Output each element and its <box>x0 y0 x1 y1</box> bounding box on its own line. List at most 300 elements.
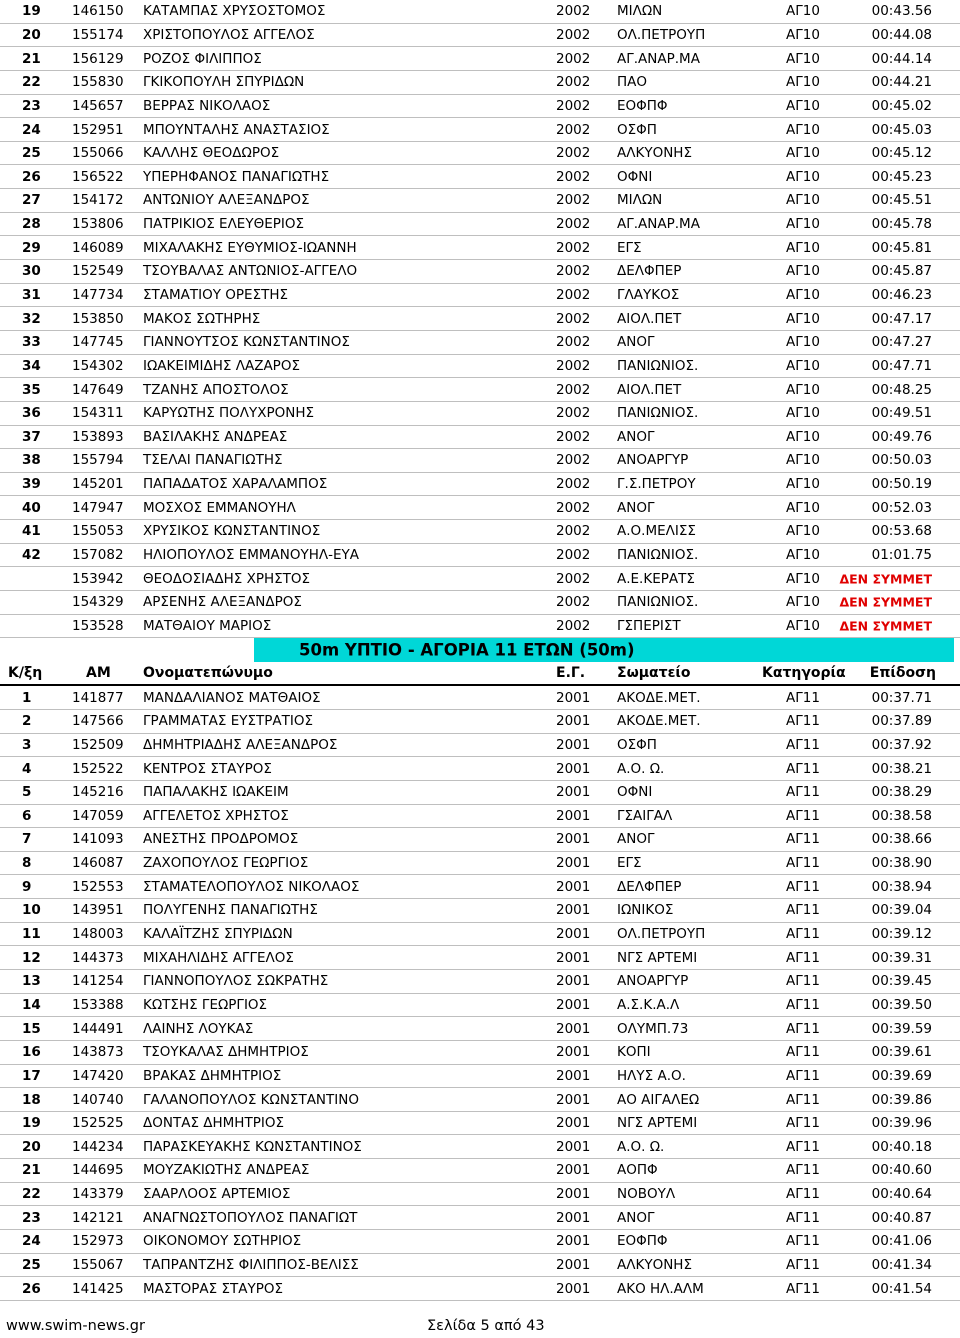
cell-name: ΠΑΤΡΙΚΙΟΣ ΕΛΕΥΘΕΡΙΟΣ <box>143 216 305 233</box>
cell-rank: 25 <box>22 1256 41 1273</box>
cell-am: 155794 <box>72 452 124 469</box>
cell-club: ΑΝΟΓ <box>617 831 655 848</box>
cell-am: 147745 <box>72 334 124 351</box>
cell-year: 2002 <box>556 263 591 280</box>
cell-time: 00:41.54 <box>871 1280 932 1297</box>
header-name: Ονοματεπώνυμο <box>143 665 273 682</box>
cell-category: ΑΓ11 <box>786 1280 820 1297</box>
cell-club: Α.Σ.Κ.Α.Λ <box>617 996 680 1013</box>
cell-rank: 19 <box>22 1115 41 1132</box>
table-row <box>0 496 960 520</box>
table-row <box>0 189 960 213</box>
cell-time: 00:38.94 <box>871 878 932 895</box>
cell-am: 142121 <box>72 1209 124 1226</box>
cell-name: ΜΟΣΧΟΣ ΕΜΜΑΝΟΥΗΛ <box>143 499 296 516</box>
cell-category: ΑΓ11 <box>786 831 820 848</box>
cell-name: ΓΑΛΑΝΟΠΟΥΛΟΣ ΚΩΝΣΤΑΝΤΙΝΟ <box>143 1091 359 1108</box>
cell-time: 00:40.60 <box>871 1162 932 1179</box>
cell-name: ΜΙΧΑΛΑΚΗΣ ΕΥΘΥΜΙΟΣ-ΙΩΑΝΝΗ <box>143 239 357 256</box>
table-row <box>0 994 960 1018</box>
cell-name: ΚΑΡΥΩΤΗΣ ΠΟΛΥΧΡΟΝΗΣ <box>143 405 315 422</box>
cell-rank: 25 <box>22 145 41 162</box>
cell-am: 146150 <box>72 3 124 20</box>
cell-name: ΔΟΝΤΑΣ ΔΗΜΗΤΡΙΟΣ <box>143 1115 284 1132</box>
cell-year: 2001 <box>556 1186 591 1203</box>
cell-club: ΑΚΟΔΕ.ΜΕΤ. <box>617 689 701 706</box>
cell-club: ΑΛΚΥΟΝΗΣ <box>617 1256 692 1273</box>
cell-year: 2001 <box>556 1044 591 1061</box>
cell-name: ΓΚΙΚΟΠΟΥΛΗ ΣΠΥΡΙΔΩΝ <box>143 74 305 91</box>
cell-time: 00:45.51 <box>871 192 932 209</box>
cell-am: 155067 <box>72 1256 124 1273</box>
cell-year: 2001 <box>556 1280 591 1297</box>
cell-category: ΑΓ11 <box>786 713 820 730</box>
cell-category: ΑΓ11 <box>786 1209 820 1226</box>
cell-year: 2001 <box>556 949 591 966</box>
cell-rank: 28 <box>22 216 41 233</box>
cell-rank: 26 <box>22 1280 41 1297</box>
cell-time: 00:43.56 <box>871 3 932 20</box>
cell-am: 147420 <box>72 1067 124 1084</box>
table-row <box>0 236 960 260</box>
event-title-row <box>0 638 960 662</box>
cell-club: ΟΦΝΙ <box>617 784 653 801</box>
cell-category: ΑΓ10 <box>786 287 820 303</box>
cell-name: ΒΕΡΡΑΣ ΝΙΚΟΛΑΟΣ <box>143 97 271 114</box>
cell-am: 146089 <box>72 239 124 256</box>
cell-name: ΒΑΣΙΛΑΚΗΣ ΑΝΔΡΕΑΣ <box>143 428 288 445</box>
cell-rank: 38 <box>22 452 41 469</box>
event-title: 50m ΥΠΤΙΟ - ΑΓΟΡΙΑ 11 ΕΤΩΝ (50m) <box>299 640 635 660</box>
cell-time: ΔΕΝ ΣΥΜΜΕΤ <box>839 594 932 610</box>
cell-rank: 23 <box>22 97 41 114</box>
cell-time: 00:39.61 <box>871 1044 932 1061</box>
cell-time: 00:45.02 <box>871 97 932 114</box>
cell-category: ΑΓ11 <box>786 996 820 1013</box>
cell-year: 2001 <box>556 1138 591 1155</box>
cell-year: 2002 <box>556 476 591 493</box>
cell-am: 152522 <box>72 760 124 777</box>
cell-time: 00:38.29 <box>871 784 932 801</box>
table-row <box>0 378 960 402</box>
cell-year: 2002 <box>556 381 591 398</box>
cell-rank: 7 <box>22 831 32 848</box>
cell-rank: 26 <box>22 168 41 185</box>
footer-page-number: Σελίδα 5 από 43 <box>427 1318 545 1334</box>
cell-time: 00:39.50 <box>871 996 932 1013</box>
cell-rank: 35 <box>22 381 41 398</box>
cell-am: 146087 <box>72 855 124 872</box>
cell-am: 144491 <box>72 1020 124 1037</box>
table-row <box>0 24 960 48</box>
cell-time: 00:37.92 <box>871 736 932 753</box>
cell-category: ΑΓ10 <box>786 310 820 327</box>
cell-club: ΕΟΦΠΦ <box>617 1233 668 1250</box>
cell-year: 2001 <box>556 1233 591 1250</box>
cell-rank: 41 <box>22 523 41 540</box>
cell-category: ΑΓ11 <box>786 926 820 943</box>
cell-name: ΜΑΚΟΣ ΣΩΤΗΡΗΣ <box>143 310 261 327</box>
cell-year: 2002 <box>556 239 591 256</box>
header-time: Επίδοση <box>869 665 936 682</box>
table-row <box>0 284 960 308</box>
cell-am: 153528 <box>72 617 124 634</box>
cell-club: ΑΟ ΑΙΓΑΛΕΩ <box>617 1091 700 1108</box>
cell-name: ΓΙΑΝΝΟΥΤΣΟΣ ΚΩΝΣΤΑΝΤΙΝΟΣ <box>143 334 350 351</box>
cell-category: ΑΓ10 <box>786 523 820 540</box>
cell-am: 155066 <box>72 145 124 162</box>
table-row <box>0 307 960 331</box>
cell-category: ΑΓ10 <box>786 499 820 516</box>
cell-rank: 30 <box>22 263 41 280</box>
cell-rank: 15 <box>22 1020 41 1037</box>
cell-am: 147947 <box>72 499 124 516</box>
table-row <box>0 260 960 284</box>
cell-club: ΙΩΝΙΚΟΣ <box>617 902 674 919</box>
cell-rank: 18 <box>22 1091 41 1108</box>
cell-club: ΜΙΛΩΝ <box>617 3 663 20</box>
cell-name: ΤΣΕΛΑΙ ΠΑΝΑΓΙΩΤΗΣ <box>143 452 283 469</box>
cell-time: 00:45.87 <box>871 263 932 280</box>
table-row <box>0 1112 960 1136</box>
header-am: ΑΜ <box>86 665 111 682</box>
cell-year: 2002 <box>556 570 591 587</box>
cell-club: ΟΣΦΠ <box>617 736 657 753</box>
cell-category: ΑΓ10 <box>786 357 820 374</box>
cell-club: ΕΟΦΠΦ <box>617 97 668 114</box>
cell-rank: 19 <box>22 3 41 20</box>
table-row <box>0 142 960 166</box>
previous-event-rows <box>0 0 960 638</box>
cell-club: ΑΝΟΓ <box>617 334 655 351</box>
cell-club: Α.Ο.ΜΕΛΙΣΣ <box>617 523 696 540</box>
cell-club: ΠΑΝΙΩΝΙΟΣ. <box>617 357 699 374</box>
cell-year: 2002 <box>556 97 591 114</box>
table-row <box>0 1277 960 1301</box>
cell-time: 00:37.89 <box>871 713 932 730</box>
cell-name: ΣΑΑΡΛΟΟΣ ΑΡΤΕΜΙΟΣ <box>143 1186 291 1203</box>
cell-am: 152549 <box>72 263 124 280</box>
cell-name: ΘΕΟΔΟΣΙΑΔΗΣ ΧΡΗΣΤΟΣ <box>143 570 311 587</box>
cell-club: ΚΟΠΙ <box>617 1044 651 1061</box>
cell-name: ΑΡΣΕΝΗΣ ΑΛΕΞΑΝΔΡΟΣ <box>143 594 302 611</box>
cell-year: 2002 <box>556 452 591 469</box>
cell-category: ΑΓ11 <box>786 949 820 966</box>
cell-rank: 2 <box>22 713 32 730</box>
cell-am: 152951 <box>72 121 124 138</box>
cell-rank: 22 <box>22 74 41 91</box>
cell-am: 141093 <box>72 831 124 848</box>
cell-am: 154311 <box>72 405 124 422</box>
cell-year: 2002 <box>556 523 591 540</box>
table-row <box>0 1230 960 1254</box>
cell-name: ΜΙΧΑΗΛΙΔΗΣ ΑΓΓΕΛΟΣ <box>143 949 294 966</box>
cell-name: ΙΩΑΚΕΙΜΙΔΗΣ ΛΑΖΑΡΟΣ <box>143 357 300 374</box>
cell-am: 154302 <box>72 357 124 374</box>
cell-name: ΠΑΠΑΛΑΚΗΣ ΙΩΑΚΕΙΜ <box>143 784 289 801</box>
table-row <box>0 686 960 710</box>
table-row <box>0 710 960 734</box>
cell-year: 2002 <box>556 594 591 611</box>
cell-name: ΜΟΥΖΑΚΙΩΤΗΣ ΑΝΔΡΕΑΣ <box>143 1162 310 1179</box>
table-row <box>0 591 960 615</box>
cell-time: 00:49.51 <box>871 405 932 422</box>
cell-year: 2001 <box>556 713 591 730</box>
cell-am: 153942 <box>72 570 124 587</box>
table-row <box>0 828 960 852</box>
cell-time: 01:01.75 <box>871 547 932 564</box>
cell-name: ΖΑΧΟΠΟΥΛΟΣ ΓΕΩΡΓΙΟΣ <box>143 855 309 872</box>
cell-club: ΑΛΚΥΟΝΗΣ <box>617 145 692 162</box>
cell-year: 2002 <box>556 334 591 351</box>
cell-year: 2001 <box>556 1091 591 1108</box>
table-row <box>0 520 960 544</box>
cell-club: ΔΕΛΦΠΕΡ <box>617 878 682 895</box>
cell-rank: 40 <box>22 499 41 516</box>
cell-category: ΑΓ10 <box>786 547 820 564</box>
table-row <box>0 71 960 95</box>
cell-club: ΝΟΒΟΥΛ <box>617 1186 676 1203</box>
cell-name: ΤΣΟΥΒΑΛΑΣ ΑΝΤΩΝΙΟΣ-ΑΓΓΕΛΟ <box>143 263 358 280</box>
cell-club: ΝΓΣ ΑΡΤΕΜΙ <box>617 949 698 966</box>
header-year: Ε.Γ. <box>556 665 586 682</box>
cell-am: 145657 <box>72 97 124 114</box>
cell-am: 145216 <box>72 784 124 801</box>
table-row <box>0 1206 960 1230</box>
cell-category: ΑΓ10 <box>786 263 820 280</box>
cell-year: 2001 <box>556 1115 591 1132</box>
cell-club: ΑΝΟΓ <box>617 1209 655 1226</box>
cell-year: 2001 <box>556 831 591 848</box>
cell-time: 00:39.12 <box>871 926 932 943</box>
table-row <box>0 449 960 473</box>
cell-am: 152973 <box>72 1233 124 1250</box>
column-header-row <box>0 662 960 686</box>
table-row <box>0 757 960 781</box>
table-row <box>0 118 960 142</box>
cell-category: ΑΓ10 <box>786 192 820 209</box>
cell-club: ΓΛΑΥΚΟΣ <box>617 287 680 303</box>
cell-year: 2001 <box>556 1020 591 1037</box>
cell-club: ΑΝΟΑΡΓΥΡ <box>617 973 689 990</box>
cell-time: ΔΕΝ ΣΥΜΜΕΤ <box>839 618 932 634</box>
cell-time: 00:46.23 <box>871 287 932 303</box>
cell-club: Α.Ε.ΚΕΡΑΤΣ <box>617 570 695 587</box>
cell-year: 2001 <box>556 689 591 706</box>
cell-rank: 33 <box>22 334 41 351</box>
cell-club: ΑΝΟΓ <box>617 499 655 516</box>
cell-rank: 34 <box>22 357 41 374</box>
cell-year: 2002 <box>556 499 591 516</box>
cell-name: ΒΡΑΚΑΣ ΔΗΜΗΤΡΙΟΣ <box>143 1067 282 1084</box>
cell-am: 154329 <box>72 594 124 611</box>
cell-time: 00:50.19 <box>871 476 932 493</box>
cell-am: 143379 <box>72 1186 124 1203</box>
cell-year: 2001 <box>556 784 591 801</box>
header-club: Σωματείο <box>617 665 691 682</box>
cell-year: 2001 <box>556 878 591 895</box>
cell-category: ΑΓ11 <box>786 902 820 919</box>
cell-time: 00:39.04 <box>871 902 932 919</box>
cell-club: ΑΚΟ ΗΛ.ΑΛΜ <box>617 1280 704 1297</box>
cell-year: 2002 <box>556 428 591 445</box>
cell-club: ΑΓ.ΑΝΑΡ.ΜΑ <box>617 216 700 233</box>
cell-category: ΑΓ10 <box>786 74 820 91</box>
cell-am: 147059 <box>72 807 124 824</box>
table-row <box>0 781 960 805</box>
cell-rank: 24 <box>22 121 41 138</box>
cell-category: ΑΓ11 <box>786 1091 820 1108</box>
cell-club: ΓΣΠΕΡΙΣΤ <box>617 617 681 634</box>
table-row <box>0 0 960 24</box>
cell-category: ΑΓ11 <box>786 1067 820 1084</box>
cell-name: ΜΠΟΥΝΤΑΛΗΣ ΑΝΑΣΤΑΣΙΟΣ <box>143 121 330 138</box>
cell-category: ΑΓ11 <box>786 878 820 895</box>
cell-name: ΠΟΛΥΓΕΝΗΣ ΠΑΝΑΓΙΩΤΗΣ <box>143 902 318 919</box>
cell-rank: 21 <box>22 1162 41 1179</box>
cell-club: ΟΦΝΙ <box>617 168 653 185</box>
cell-time: 00:52.03 <box>871 499 932 516</box>
cell-am: 152553 <box>72 878 124 895</box>
cell-category: ΑΓ11 <box>786 1020 820 1037</box>
cell-year: 2001 <box>556 807 591 824</box>
table-row <box>0 852 960 876</box>
cell-name: ΚΕΝΤΡΟΣ ΣΤΑΥΡΟΣ <box>143 760 272 777</box>
cell-time: 00:38.66 <box>871 831 932 848</box>
header-rank: Κ/ξη <box>8 665 43 682</box>
footer-site: www.swim-news.gr <box>6 1318 145 1334</box>
cell-club: ΜΙΛΩΝ <box>617 192 663 209</box>
cell-club: Α.Ο. Ω. <box>617 760 665 777</box>
table-row <box>0 1088 960 1112</box>
cell-time: 00:37.71 <box>871 689 932 706</box>
cell-rank: 12 <box>22 949 41 966</box>
cell-am: 147734 <box>72 287 124 303</box>
table-row <box>0 95 960 119</box>
cell-time: 00:49.76 <box>871 428 932 445</box>
table-row <box>0 1159 960 1183</box>
table-row <box>0 165 960 189</box>
cell-club: ΑΝΟΓ <box>617 428 655 445</box>
cell-club: ΔΕΛΦΠΕΡ <box>617 263 682 280</box>
cell-rank: 10 <box>22 902 41 919</box>
cell-name: ΜΑΣΤΟΡΑΣ ΣΤΑΥΡΟΣ <box>143 1280 284 1297</box>
cell-time: 00:44.14 <box>871 50 932 67</box>
cell-category: ΑΓ10 <box>786 405 820 422</box>
cell-category: ΑΓ10 <box>786 239 820 256</box>
cell-category: ΑΓ11 <box>786 784 820 801</box>
table-row <box>0 426 960 450</box>
cell-time: 00:41.34 <box>871 1256 932 1273</box>
table-row <box>0 899 960 923</box>
cell-rank: 37 <box>22 428 41 445</box>
table-row <box>0 473 960 497</box>
table-row <box>0 1135 960 1159</box>
cell-rank: 4 <box>22 760 32 777</box>
cell-rank: 14 <box>22 996 41 1013</box>
cell-am: 144234 <box>72 1138 124 1155</box>
cell-year: 2002 <box>556 74 591 91</box>
cell-category: ΑΓ10 <box>786 121 820 138</box>
cell-year: 2001 <box>556 1256 591 1273</box>
cell-rank: 13 <box>22 973 41 990</box>
cell-year: 2002 <box>556 357 591 374</box>
cell-name: ΧΡΙΣΤΟΠΟΥΛΟΣ ΑΓΓΕΛΟΣ <box>143 26 315 43</box>
cell-category: ΑΓ11 <box>786 973 820 990</box>
cell-category: ΑΓ11 <box>786 689 820 706</box>
cell-rank: 9 <box>22 878 32 895</box>
cell-year: 2002 <box>556 216 591 233</box>
cell-club: Α.Ο. Ω. <box>617 1138 665 1155</box>
cell-year: 2001 <box>556 1162 591 1179</box>
cell-am: 152525 <box>72 1115 124 1132</box>
cell-rank: 11 <box>22 926 41 943</box>
cell-am: 153893 <box>72 428 124 445</box>
cell-am: 153850 <box>72 310 124 327</box>
cell-category: ΑΓ10 <box>786 97 820 114</box>
cell-rank: 21 <box>22 50 41 67</box>
cell-club: ΟΛΥΜΠ.73 <box>617 1020 689 1037</box>
cell-category: ΑΓ10 <box>786 168 820 185</box>
cell-time: 00:39.69 <box>871 1067 932 1084</box>
table-row <box>0 331 960 355</box>
cell-club: ΕΓΣ <box>617 239 642 256</box>
cell-time: ΔΕΝ ΣΥΜΜΕΤ <box>839 571 932 587</box>
cell-am: 144373 <box>72 949 124 966</box>
cell-am: 156129 <box>72 50 124 67</box>
cell-category: ΑΓ11 <box>786 760 820 777</box>
cell-club: ΓΣΑΙΓΑΛ <box>617 807 673 824</box>
cell-name: ΟΙΚΟΝΟΜΟΥ ΣΩΤΗΡΙΟΣ <box>143 1233 302 1250</box>
cell-am: 155830 <box>72 74 124 91</box>
cell-time: 00:39.45 <box>871 973 932 990</box>
cell-time: 00:45.81 <box>871 239 932 256</box>
cell-category: ΑΓ10 <box>786 145 820 162</box>
cell-rank: 20 <box>22 26 41 43</box>
cell-time: 00:40.64 <box>871 1186 932 1203</box>
cell-rank: 1 <box>22 689 32 706</box>
cell-rank: 36 <box>22 405 41 422</box>
cell-am: 141877 <box>72 689 124 706</box>
cell-year: 2002 <box>556 310 591 327</box>
table-row <box>0 734 960 758</box>
cell-time: 00:39.96 <box>871 1115 932 1132</box>
cell-name: ΓΙΑΝΝΟΠΟΥΛΟΣ ΣΩΚΡΑΤΗΣ <box>143 973 329 990</box>
cell-category: ΑΓ11 <box>786 1044 820 1061</box>
cell-am: 157082 <box>72 547 124 564</box>
cell-name: ΓΡΑΜΜΑΤΑΣ ΕΥΣΤΡΑΤΙΟΣ <box>143 713 314 730</box>
cell-name: ΧΡΥΣΙΚΟΣ ΚΩΝΣΤΑΝΤΙΝΟΣ <box>143 523 321 540</box>
cell-time: 00:45.03 <box>871 121 932 138</box>
table-row <box>0 1041 960 1065</box>
cell-category: ΑΓ11 <box>786 736 820 753</box>
cell-am: 152509 <box>72 736 124 753</box>
cell-time: 00:40.18 <box>871 1138 932 1155</box>
cell-club: ΑΝΟΑΡΓΥΡ <box>617 452 689 469</box>
cell-am: 156522 <box>72 168 124 185</box>
cell-club: ΠΑΝΙΩΝΙΟΣ. <box>617 405 699 422</box>
event-results-rows <box>0 686 960 1301</box>
cell-am: 141425 <box>72 1280 124 1297</box>
cell-name: ΡΟΖΟΣ ΦΙΛΙΠΠΟΣ <box>143 50 262 67</box>
cell-rank: 32 <box>22 310 41 327</box>
cell-club: ΠΑΝΙΩΝΙΟΣ. <box>617 594 699 611</box>
cell-time: 00:41.06 <box>871 1233 932 1250</box>
cell-time: 00:50.03 <box>871 452 932 469</box>
cell-name: ΑΝΑΓΝΩΣΤΟΠΟΥΛΟΣ ΠΑΝΑΓΙΩΤ <box>143 1209 358 1226</box>
table-row <box>0 544 960 568</box>
cell-am: 140740 <box>72 1091 124 1108</box>
